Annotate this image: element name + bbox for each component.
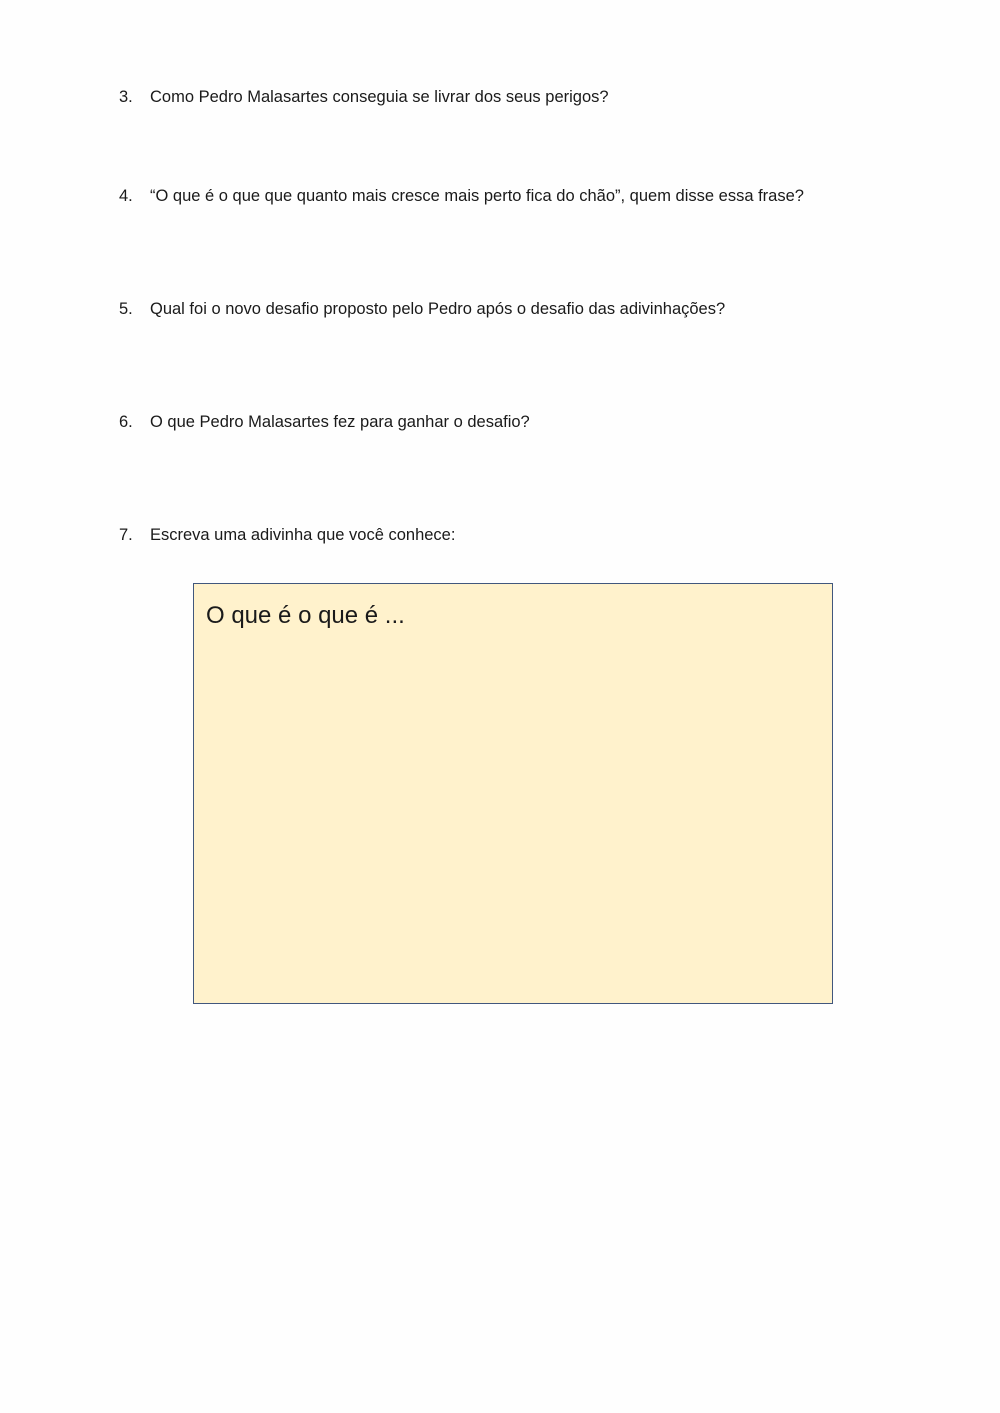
- question-6: [119, 411, 530, 433]
- question-number: 4.: [119, 187, 133, 205]
- question-text: O que Pedro Malasartes fez para ganhar o desafio?: [150, 413, 530, 431]
- question-text: Como Pedro Malasartes conseguia se livrar dos seus perigos?: [150, 88, 609, 106]
- question-number: 3.: [119, 88, 133, 106]
- question-7: [119, 524, 455, 546]
- question-number: 6.: [119, 413, 133, 431]
- question-number: 5.: [119, 300, 133, 318]
- riddle-prompt: O que é o que é ...: [206, 602, 405, 629]
- question-text: “O que é o que que quanto mais cresce mais perto fica do chão”, quem disse essa frase?: [150, 187, 804, 205]
- question-4: [119, 185, 804, 207]
- question-5: [119, 298, 725, 320]
- riddle-answer-box[interactable]: [193, 583, 833, 1004]
- question-number: 7.: [119, 526, 133, 544]
- question-text: Escreva uma adivinha que você conhece:: [150, 526, 456, 544]
- question-3: [119, 86, 609, 108]
- question-text: Qual foi o novo desafio proposto pelo Pedro após o desafio das adivinhações?: [150, 300, 726, 318]
